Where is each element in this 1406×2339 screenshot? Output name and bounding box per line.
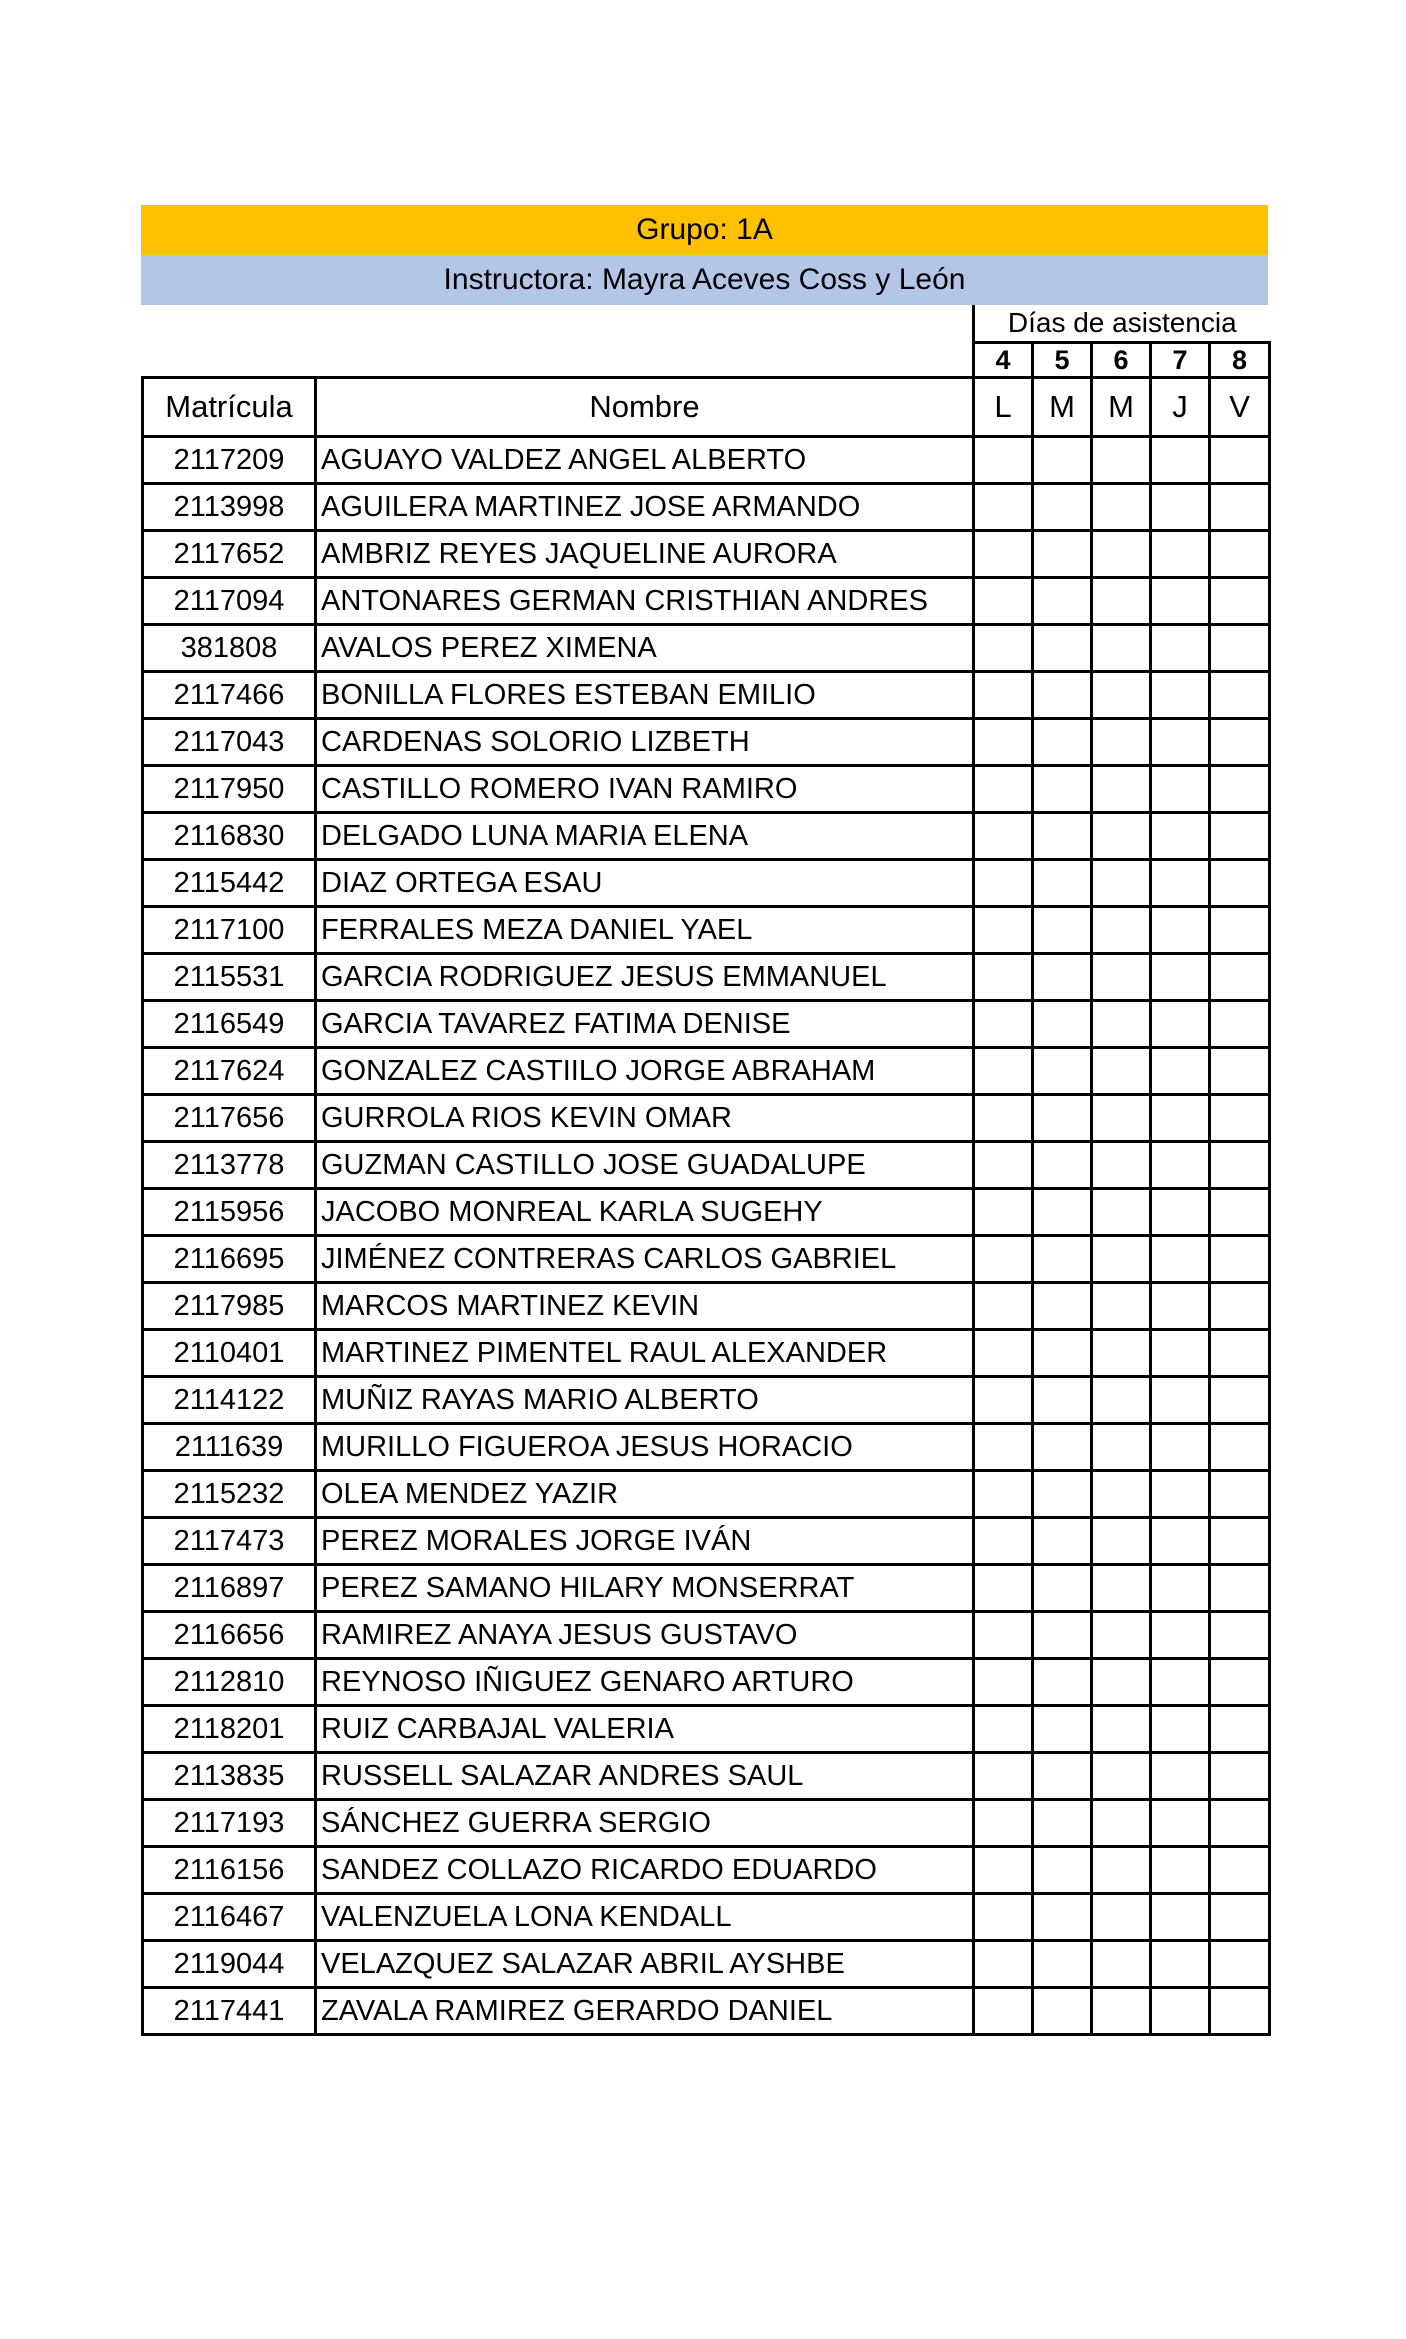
table-row — [143, 578, 1270, 625]
attendance-cell[interactable] — [1151, 1753, 1210, 1800]
table-row — [143, 907, 1270, 954]
attendance-cell[interactable] — [1033, 1988, 1092, 2035]
attendance-cell[interactable] — [1092, 484, 1151, 531]
attendance-cell[interactable] — [1033, 1894, 1092, 1941]
attendance-cell[interactable] — [1210, 907, 1270, 954]
day-letter: M — [1092, 378, 1151, 437]
student-id: 2117656 — [143, 1095, 316, 1142]
attendance-cell[interactable] — [974, 1189, 1033, 1236]
attendance-cell[interactable] — [1092, 1330, 1151, 1377]
attendance-cell[interactable] — [974, 813, 1033, 860]
attendance-cell[interactable] — [1092, 1048, 1151, 1095]
attendance-cell[interactable] — [974, 1706, 1033, 1753]
attendance-cell[interactable] — [1151, 1941, 1210, 1988]
student-name: SANDEZ COLLAZO RICARDO EDUARDO — [316, 1847, 974, 1894]
attendance-cell[interactable] — [1151, 531, 1210, 578]
attendance-cell[interactable] — [1210, 813, 1270, 860]
attendance-cell[interactable] — [974, 1001, 1033, 1048]
attendance-cell[interactable] — [1092, 672, 1151, 719]
attendance-cell[interactable] — [1151, 766, 1210, 813]
day-number: 4 — [974, 343, 1033, 378]
attendance-cell[interactable] — [1033, 860, 1092, 907]
student-id: 2117473 — [143, 1518, 316, 1565]
attendance-cell[interactable] — [1092, 1471, 1151, 1518]
attendance-cell[interactable] — [1151, 954, 1210, 1001]
attendance-cell[interactable] — [1033, 719, 1092, 766]
attendance-cell[interactable] — [974, 672, 1033, 719]
attendance-cell[interactable] — [1210, 578, 1270, 625]
attendance-cell[interactable] — [1210, 1377, 1270, 1424]
attendance-cell[interactable] — [1210, 766, 1270, 813]
table-row — [143, 1377, 1270, 1424]
attendance-cell[interactable] — [974, 954, 1033, 1001]
student-id: 2116467 — [143, 1894, 316, 1941]
student-name: MUÑIZ RAYAS MARIO ALBERTO — [316, 1377, 974, 1424]
attendance-cell[interactable] — [1092, 1236, 1151, 1283]
attendance-cell[interactable] — [1092, 813, 1151, 860]
student-id: 2116897 — [143, 1565, 316, 1612]
student-id: 2115531 — [143, 954, 316, 1001]
student-id: 2114122 — [143, 1377, 316, 1424]
attendance-table — [141, 305, 1271, 2036]
attendance-cell[interactable] — [974, 531, 1033, 578]
attendance-cell[interactable] — [1033, 1001, 1092, 1048]
table-row — [143, 1142, 1270, 1189]
attendance-cell[interactable] — [974, 1424, 1033, 1471]
student-name: AGUILERA MARTINEZ JOSE ARMANDO — [316, 484, 974, 531]
attendance-cell[interactable] — [1092, 1659, 1151, 1706]
attendance-cell[interactable] — [1151, 672, 1210, 719]
attendance-cell[interactable] — [974, 1847, 1033, 1894]
table-row — [143, 766, 1270, 813]
attendance-cell[interactable] — [1033, 437, 1092, 484]
table-row — [143, 484, 1270, 531]
student-id: 2117950 — [143, 766, 316, 813]
student-id: 2117466 — [143, 672, 316, 719]
attendance-cell[interactable] — [1033, 1048, 1092, 1095]
attendance-cell[interactable] — [1151, 625, 1210, 672]
attendance-cell[interactable] — [1151, 1001, 1210, 1048]
attendance-cell[interactable] — [974, 1800, 1033, 1847]
table-row — [143, 1565, 1270, 1612]
attendance-cell[interactable] — [1210, 1800, 1270, 1847]
student-id: 2118201 — [143, 1706, 316, 1753]
student-id: 2117209 — [143, 437, 316, 484]
attendance-cell[interactable] — [1210, 1048, 1270, 1095]
attendance-cell[interactable] — [1033, 1612, 1092, 1659]
day-letter: J — [1151, 378, 1210, 437]
attendance-cell[interactable] — [1210, 719, 1270, 766]
attendance-cell[interactable] — [1151, 1424, 1210, 1471]
attendance-cell[interactable] — [974, 1471, 1033, 1518]
student-name: ANTONARES GERMAN CRISTHIAN ANDRES — [316, 578, 974, 625]
student-id: 381808 — [143, 625, 316, 672]
attendance-cell[interactable] — [1151, 1283, 1210, 1330]
student-name: MARCOS MARTINEZ KEVIN — [316, 1283, 974, 1330]
attendance-cell[interactable] — [1033, 1753, 1092, 1800]
attendance-cell[interactable] — [1210, 1988, 1270, 2035]
student-id: 2116656 — [143, 1612, 316, 1659]
student-id: 2117441 — [143, 1988, 316, 2035]
attendance-cell[interactable] — [1033, 954, 1092, 1001]
table-row — [143, 1800, 1270, 1847]
attendance-cell[interactable] — [1033, 1377, 1092, 1424]
table-row — [143, 1988, 1270, 2035]
attendance-cell[interactable] — [1210, 1753, 1270, 1800]
attendance-cell[interactable] — [974, 1236, 1033, 1283]
student-id: 2116156 — [143, 1847, 316, 1894]
attendance-cell[interactable] — [1092, 531, 1151, 578]
attendance-cell[interactable] — [1151, 1847, 1210, 1894]
student-name: DELGADO LUNA MARIA ELENA — [316, 813, 974, 860]
student-id: 2116695 — [143, 1236, 316, 1283]
attendance-cell[interactable] — [1151, 1565, 1210, 1612]
student-name: JACOBO MONREAL KARLA SUGEHY — [316, 1189, 974, 1236]
day-number: 8 — [1210, 343, 1270, 378]
day-number: 6 — [1092, 343, 1151, 378]
attendance-cell[interactable] — [1151, 1377, 1210, 1424]
attendance-cell[interactable] — [974, 484, 1033, 531]
attendance-cell[interactable] — [974, 1659, 1033, 1706]
table-row — [143, 719, 1270, 766]
attendance-cell[interactable] — [1092, 1753, 1151, 1800]
student-name: PEREZ MORALES JORGE IVÁN — [316, 1518, 974, 1565]
student-rows — [143, 437, 1270, 2035]
day-letter: M — [1033, 378, 1092, 437]
attendance-cell[interactable] — [1151, 1471, 1210, 1518]
day-letter: L — [974, 378, 1033, 437]
attendance-cell[interactable] — [1151, 484, 1210, 531]
attendance-cell[interactable] — [1151, 1659, 1210, 1706]
attendance-cell[interactable] — [1210, 1095, 1270, 1142]
attendance-cell[interactable] — [1151, 437, 1210, 484]
attendance-cell[interactable] — [1210, 625, 1270, 672]
attendance-cell[interactable] — [1151, 1236, 1210, 1283]
attendance-cell[interactable] — [1033, 1236, 1092, 1283]
student-id: 2115442 — [143, 860, 316, 907]
attendance-cell[interactable] — [1210, 1330, 1270, 1377]
day-letter: V — [1210, 378, 1270, 437]
attendance-cell[interactable] — [1033, 531, 1092, 578]
student-id: 2117100 — [143, 907, 316, 954]
attendance-cell[interactable] — [1151, 1894, 1210, 1941]
attendance-cell[interactable] — [1210, 437, 1270, 484]
attendance-cell[interactable] — [1092, 1095, 1151, 1142]
attendance-cell[interactable] — [1210, 1236, 1270, 1283]
attendance-cell[interactable] — [1210, 1894, 1270, 1941]
attendance-cell[interactable] — [1033, 1800, 1092, 1847]
column-header-name: Nombre — [316, 378, 974, 437]
student-name: DIAZ ORTEGA ESAU — [316, 860, 974, 907]
table-row — [143, 1330, 1270, 1377]
student-name: AMBRIZ REYES JAQUELINE AURORA — [316, 531, 974, 578]
attendance-cell[interactable] — [1033, 1283, 1092, 1330]
attendance-cell[interactable] — [1033, 1424, 1092, 1471]
attendance-cell[interactable] — [1092, 1941, 1151, 1988]
attendance-cell[interactable] — [1033, 1659, 1092, 1706]
attendance-cell[interactable] — [974, 907, 1033, 954]
table-row — [143, 1847, 1270, 1894]
student-name: RUSSELL SALAZAR ANDRES SAUL — [316, 1753, 974, 1800]
table-row — [143, 1001, 1270, 1048]
student-id: 2113998 — [143, 484, 316, 531]
student-name: RAMIREZ ANAYA JESUS GUSTAVO — [316, 1612, 974, 1659]
student-id: 2119044 — [143, 1941, 316, 1988]
student-name: GARCIA TAVAREZ FATIMA DENISE — [316, 1001, 974, 1048]
attendance-cell[interactable] — [974, 437, 1033, 484]
student-name: REYNOSO IÑIGUEZ GENARO ARTURO — [316, 1659, 974, 1706]
table-row — [143, 1471, 1270, 1518]
attendance-cell[interactable] — [1033, 1095, 1092, 1142]
table-row — [143, 1424, 1270, 1471]
attendance-cell[interactable] — [974, 1048, 1033, 1095]
table-row — [143, 1095, 1270, 1142]
student-id: 2113835 — [143, 1753, 316, 1800]
attendance-cell[interactable] — [1210, 1847, 1270, 1894]
student-name: GONZALEZ CASTIILO JORGE ABRAHAM — [316, 1048, 974, 1095]
attendance-cell[interactable] — [1033, 1706, 1092, 1753]
table-row — [143, 1894, 1270, 1941]
attendance-cell[interactable] — [1151, 578, 1210, 625]
student-id: 2112810 — [143, 1659, 316, 1706]
attendance-cell[interactable] — [1151, 1095, 1210, 1142]
attendance-cell[interactable] — [1151, 1706, 1210, 1753]
student-name: VALENZUELA LONA KENDALL — [316, 1894, 974, 1941]
attendance-cell[interactable] — [1033, 1941, 1092, 1988]
attendance-cell[interactable] — [1092, 1565, 1151, 1612]
group-header: Grupo: 1A — [141, 205, 1268, 255]
student-name: AGUAYO VALDEZ ANGEL ALBERTO — [316, 437, 974, 484]
table-row — [143, 1706, 1270, 1753]
student-id: 2110401 — [143, 1330, 316, 1377]
table-row — [143, 531, 1270, 578]
attendance-cell[interactable] — [1151, 907, 1210, 954]
student-name: AVALOS PEREZ XIMENA — [316, 625, 974, 672]
attendance-cell[interactable] — [1210, 954, 1270, 1001]
student-id: 2117624 — [143, 1048, 316, 1095]
student-name: MARTINEZ PIMENTEL RAUL ALEXANDER — [316, 1330, 974, 1377]
student-name: SÁNCHEZ GUERRA SERGIO — [316, 1800, 974, 1847]
column-header-id: Matrícula — [143, 378, 316, 437]
student-id: 2117985 — [143, 1283, 316, 1330]
attendance-cell[interactable] — [1151, 1988, 1210, 2035]
attendance-cell[interactable] — [974, 578, 1033, 625]
attendance-cell[interactable] — [974, 1753, 1033, 1800]
attendance-cell[interactable] — [974, 1518, 1033, 1565]
attendance-cell[interactable] — [1033, 766, 1092, 813]
attendance-cell[interactable] — [1151, 1142, 1210, 1189]
student-id: 2117043 — [143, 719, 316, 766]
attendance-cell[interactable] — [1033, 813, 1092, 860]
student-name: GARCIA RODRIGUEZ JESUS EMMANUEL — [316, 954, 974, 1001]
student-name: BONILLA FLORES ESTEBAN EMILIO — [316, 672, 974, 719]
student-id: 2117094 — [143, 578, 316, 625]
attendance-cell[interactable] — [1033, 1471, 1092, 1518]
attendance-cell[interactable] — [1092, 1189, 1151, 1236]
attendance-cell[interactable] — [974, 1894, 1033, 1941]
attendance-cell[interactable] — [1033, 1189, 1092, 1236]
attendance-cell[interactable] — [974, 1330, 1033, 1377]
attendance-cell[interactable] — [1210, 1283, 1270, 1330]
table-row — [143, 1283, 1270, 1330]
attendance-cell[interactable] — [1210, 531, 1270, 578]
attendance-cell[interactable] — [974, 1941, 1033, 1988]
attendance-cell[interactable] — [1092, 860, 1151, 907]
attendance-cell[interactable] — [974, 1988, 1033, 2035]
attendance-cell[interactable] — [1033, 1565, 1092, 1612]
attendance-cell[interactable] — [1033, 1330, 1092, 1377]
student-name: MURILLO FIGUEROA JESUS HORACIO — [316, 1424, 974, 1471]
table-row — [143, 954, 1270, 1001]
attendance-cell[interactable] — [1033, 1847, 1092, 1894]
attendance-cell[interactable] — [1210, 1142, 1270, 1189]
student-name: ZAVALA RAMIREZ GERARDO DANIEL — [316, 1988, 974, 2035]
attendance-cell[interactable] — [1210, 1424, 1270, 1471]
student-name: GURROLA RIOS KEVIN OMAR — [316, 1095, 974, 1142]
attendance-cell[interactable] — [1033, 578, 1092, 625]
student-id: 2113778 — [143, 1142, 316, 1189]
table-row — [143, 1236, 1270, 1283]
attendance-cell[interactable] — [1210, 1518, 1270, 1565]
attendance-cell[interactable] — [974, 719, 1033, 766]
attendance-cell[interactable] — [1151, 1330, 1210, 1377]
table-row — [143, 1753, 1270, 1800]
attendance-cell[interactable] — [1151, 1800, 1210, 1847]
attendance-cell[interactable] — [1210, 1189, 1270, 1236]
attendance-cell[interactable] — [1092, 954, 1151, 1001]
instructor-header: Instructora: Mayra Aceves Coss y León — [141, 255, 1268, 305]
attendance-cell[interactable] — [1092, 1706, 1151, 1753]
attendance-cell[interactable] — [1092, 719, 1151, 766]
student-id: 2111639 — [143, 1424, 316, 1471]
attendance-cell[interactable] — [1092, 766, 1151, 813]
student-name: VELAZQUEZ SALAZAR ABRIL AYSHBE — [316, 1941, 974, 1988]
attendance-cell[interactable] — [1210, 1001, 1270, 1048]
attendance-cell[interactable] — [974, 1142, 1033, 1189]
attendance-cell[interactable] — [1210, 860, 1270, 907]
student-id: 2117193 — [143, 1800, 316, 1847]
student-id: 2115956 — [143, 1189, 316, 1236]
day-number: 7 — [1151, 343, 1210, 378]
attendance-cell[interactable] — [1033, 1142, 1092, 1189]
attendance-cell[interactable] — [1033, 672, 1092, 719]
attendance-cell[interactable] — [1210, 1706, 1270, 1753]
table-row — [143, 1941, 1270, 1988]
attendance-cell[interactable] — [1092, 907, 1151, 954]
table-row — [143, 437, 1270, 484]
attendance-cell[interactable] — [1092, 1894, 1151, 1941]
student-id: 2115232 — [143, 1471, 316, 1518]
attendance-cell[interactable] — [1033, 1518, 1092, 1565]
attendance-cell[interactable] — [1210, 1471, 1270, 1518]
attendance-cell[interactable] — [974, 1283, 1033, 1330]
student-id: 2116830 — [143, 813, 316, 860]
student-name: CARDENAS SOLORIO LIZBETH — [316, 719, 974, 766]
attendance-cell[interactable] — [974, 766, 1033, 813]
attendance-cell[interactable] — [1210, 1941, 1270, 1988]
attendance-cell[interactable] — [1210, 1659, 1270, 1706]
student-name: GUZMAN CASTILLO JOSE GUADALUPE — [316, 1142, 974, 1189]
attendance-cell[interactable] — [1092, 437, 1151, 484]
table-row — [143, 813, 1270, 860]
student-name: FERRALES MEZA DANIEL YAEL — [316, 907, 974, 954]
attendance-cell[interactable] — [1151, 813, 1210, 860]
table-row — [143, 1189, 1270, 1236]
attendance-cell[interactable] — [1033, 907, 1092, 954]
attendance-cell[interactable] — [1210, 484, 1270, 531]
attendance-cell[interactable] — [974, 860, 1033, 907]
student-id: 2116549 — [143, 1001, 316, 1048]
attendance-cell[interactable] — [974, 1612, 1033, 1659]
attendance-cell[interactable] — [1210, 672, 1270, 719]
attendance-cell[interactable] — [1151, 1048, 1210, 1095]
attendance-sheet — [141, 205, 1268, 2036]
attendance-cell[interactable] — [1151, 1189, 1210, 1236]
attendance-cell[interactable] — [1092, 1283, 1151, 1330]
attendance-cell[interactable] — [1151, 860, 1210, 907]
attendance-cell[interactable] — [974, 1095, 1033, 1142]
attendance-cell[interactable] — [1092, 1001, 1151, 1048]
attendance-cell[interactable] — [1151, 719, 1210, 766]
attendance-cell[interactable] — [1092, 1800, 1151, 1847]
attendance-cell[interactable] — [1092, 1377, 1151, 1424]
attendance-cell[interactable] — [1033, 484, 1092, 531]
attendance-cell[interactable] — [974, 1565, 1033, 1612]
table-row — [143, 672, 1270, 719]
student-id: 2117652 — [143, 531, 316, 578]
table-row — [143, 1518, 1270, 1565]
attendance-cell[interactable] — [974, 1377, 1033, 1424]
day-number: 5 — [1033, 343, 1092, 378]
student-name: CASTILLO ROMERO IVAN RAMIRO — [316, 766, 974, 813]
attendance-cell[interactable] — [1033, 625, 1092, 672]
attendance-days-title: Días de asistencia — [974, 305, 1270, 343]
column-header-row — [143, 378, 1270, 437]
attendance-cell[interactable] — [1092, 625, 1151, 672]
attendance-cell[interactable] — [974, 625, 1033, 672]
student-name: OLEA MENDEZ YAZIR — [316, 1471, 974, 1518]
attendance-cell[interactable] — [1092, 1847, 1151, 1894]
table-row — [143, 625, 1270, 672]
student-name: PEREZ SAMANO HILARY MONSERRAT — [316, 1565, 974, 1612]
attendance-cell[interactable] — [1092, 578, 1151, 625]
attendance-cell[interactable] — [1092, 1142, 1151, 1189]
attendance-cell[interactable] — [1210, 1565, 1270, 1612]
attendance-cell[interactable] — [1151, 1518, 1210, 1565]
attendance-cell[interactable] — [1092, 1518, 1151, 1565]
attendance-cell[interactable] — [1210, 1612, 1270, 1659]
table-row — [143, 1612, 1270, 1659]
table-row — [143, 1048, 1270, 1095]
student-name: RUIZ CARBAJAL VALERIA — [316, 1706, 974, 1753]
student-name: JIMÉNEZ CONTRERAS CARLOS GABRIEL — [316, 1236, 974, 1283]
attendance-cell[interactable] — [1092, 1988, 1151, 2035]
table-row — [143, 1659, 1270, 1706]
table-row — [143, 860, 1270, 907]
attendance-cell[interactable] — [1092, 1424, 1151, 1471]
attendance-cell[interactable] — [1092, 1612, 1151, 1659]
attendance-cell[interactable] — [1151, 1612, 1210, 1659]
